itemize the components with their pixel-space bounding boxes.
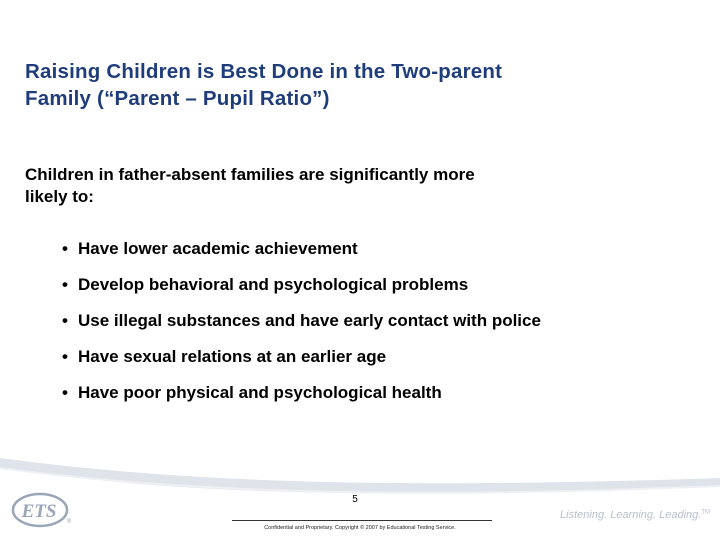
bullet-icon: • (62, 311, 68, 330)
slide-title (25, 58, 695, 112)
slide-title-line-2: Family (“Parent – Pupil Ratio”) (25, 87, 330, 110)
bullet-text: Have sexual relations at an earlier age (78, 347, 387, 366)
ets-logo-mark: ® (66, 519, 72, 525)
slide-title-line-1: Raising Children is Best Done in the Two-parent (25, 60, 503, 83)
intro-text (25, 164, 685, 208)
bullet-item (62, 382, 682, 404)
footer-swoosh-shape (0, 458, 720, 493)
footer-divider (232, 520, 492, 521)
bullet-text: Use illegal substances and have early contact with police (78, 311, 541, 330)
bullet-text: Develop behavioral and psychological problems (78, 275, 469, 294)
confidential-notice: Confidential and Proprietary. Copyright © 2007 by Educational Testing Service. (264, 525, 456, 531)
bullet-item (62, 310, 682, 332)
bullet-item (62, 346, 682, 368)
bullet-item (62, 274, 682, 296)
tagline (560, 509, 710, 521)
tagline-text: Listening. Learning. Leading. (560, 509, 702, 521)
bullet-icon: • (62, 239, 68, 258)
tagline-trademark: TM (701, 509, 710, 516)
bullet-text: Have poor physical and psychological health (78, 383, 442, 402)
ets-logo-text: ETS (21, 501, 57, 522)
bullet-text: Have lower academic achievement (78, 239, 358, 258)
bullet-list (62, 238, 682, 418)
bullet-icon: • (62, 347, 68, 366)
intro-line-2: likely to: (25, 187, 94, 206)
bullet-item (62, 238, 682, 260)
intro-line-1: Children in father-absent families are significantly more (25, 165, 475, 184)
page-number: 5 (352, 494, 358, 505)
bullet-icon: • (62, 383, 68, 402)
bullet-icon: • (62, 275, 68, 294)
ets-logo (10, 490, 74, 530)
